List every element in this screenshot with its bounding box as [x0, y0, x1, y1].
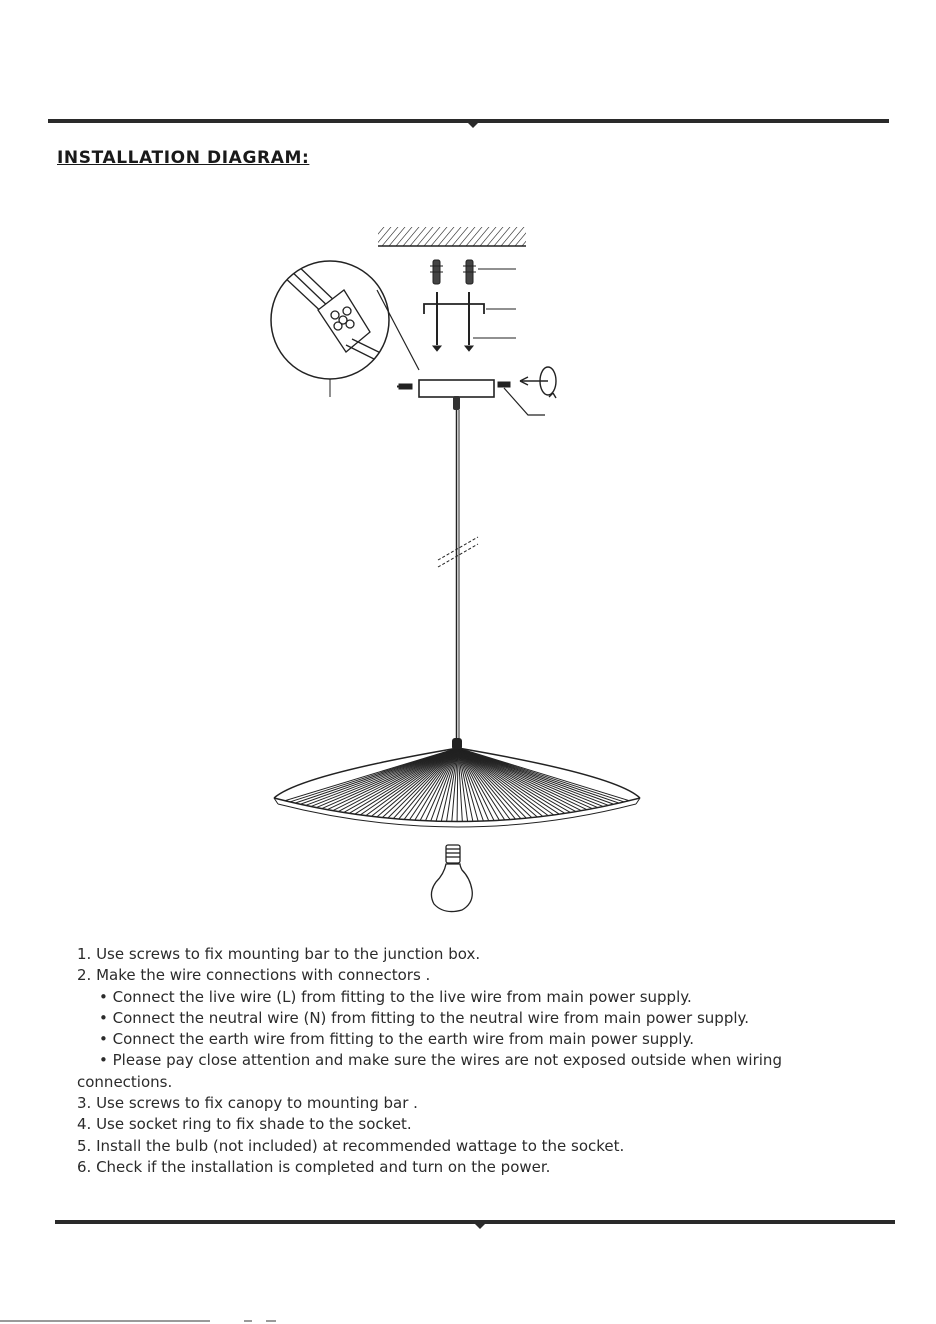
shade-rib [458, 748, 554, 820]
substep-neutral-wire: • Connect the neutral wire (N) from fitting to the neutral wire from main power supply. [77, 1008, 847, 1029]
step-6: 6. Check if the installation is completed and turn on the power. [77, 1157, 551, 1176]
step-5: 5. Install the bulb (not included) at recommended wattage to the socket. [77, 1136, 625, 1155]
shade-rib [308, 748, 458, 811]
rotate-arrow [520, 367, 556, 398]
footer-mark [244, 1320, 252, 1322]
light-bulb [431, 845, 472, 912]
substep-wiring-caution-continued: connections. [77, 1072, 173, 1091]
mounting-screws [433, 292, 473, 351]
canopy [419, 380, 494, 397]
bottom-divider-notch [474, 1223, 486, 1229]
step-4: 4. Use socket ring to fix shade to the socket. [77, 1115, 412, 1134]
step-3: 3. Use screws to fix canopy to mounting bar . [77, 1094, 418, 1113]
shade-rib [377, 748, 458, 823]
suspension-cord [438, 396, 478, 750]
step-2: 2. Make the wire connections with connectors . [77, 966, 431, 985]
substep-earth-wire: • Connect the earth wire from fitting to the earth wire from main power supply. [77, 1029, 847, 1050]
footer-mark [266, 1320, 276, 1322]
shade-rib [360, 748, 458, 820]
substep-live-wire: • Connect the live wire (L) from fitting to the live wire from main power supply. [77, 987, 847, 1008]
shade-rib [458, 748, 537, 823]
footer-mark [0, 1320, 210, 1322]
page-title: INSTALLATION DIAGRAM: [57, 148, 310, 168]
wire-connector-detail [271, 261, 419, 397]
step-1: 1. Use screws to fix mounting bar to the junction box. [77, 945, 481, 963]
shade-rib [331, 748, 458, 815]
wall-anchors [430, 260, 476, 284]
instructions-list [77, 944, 847, 1178]
mounting-bar [424, 304, 484, 314]
fan-shade [274, 748, 640, 828]
ceiling [378, 227, 526, 246]
substep-wiring-caution: • Please pay close attention and make sure the wires are not exposed outside when wiring [77, 1050, 847, 1071]
